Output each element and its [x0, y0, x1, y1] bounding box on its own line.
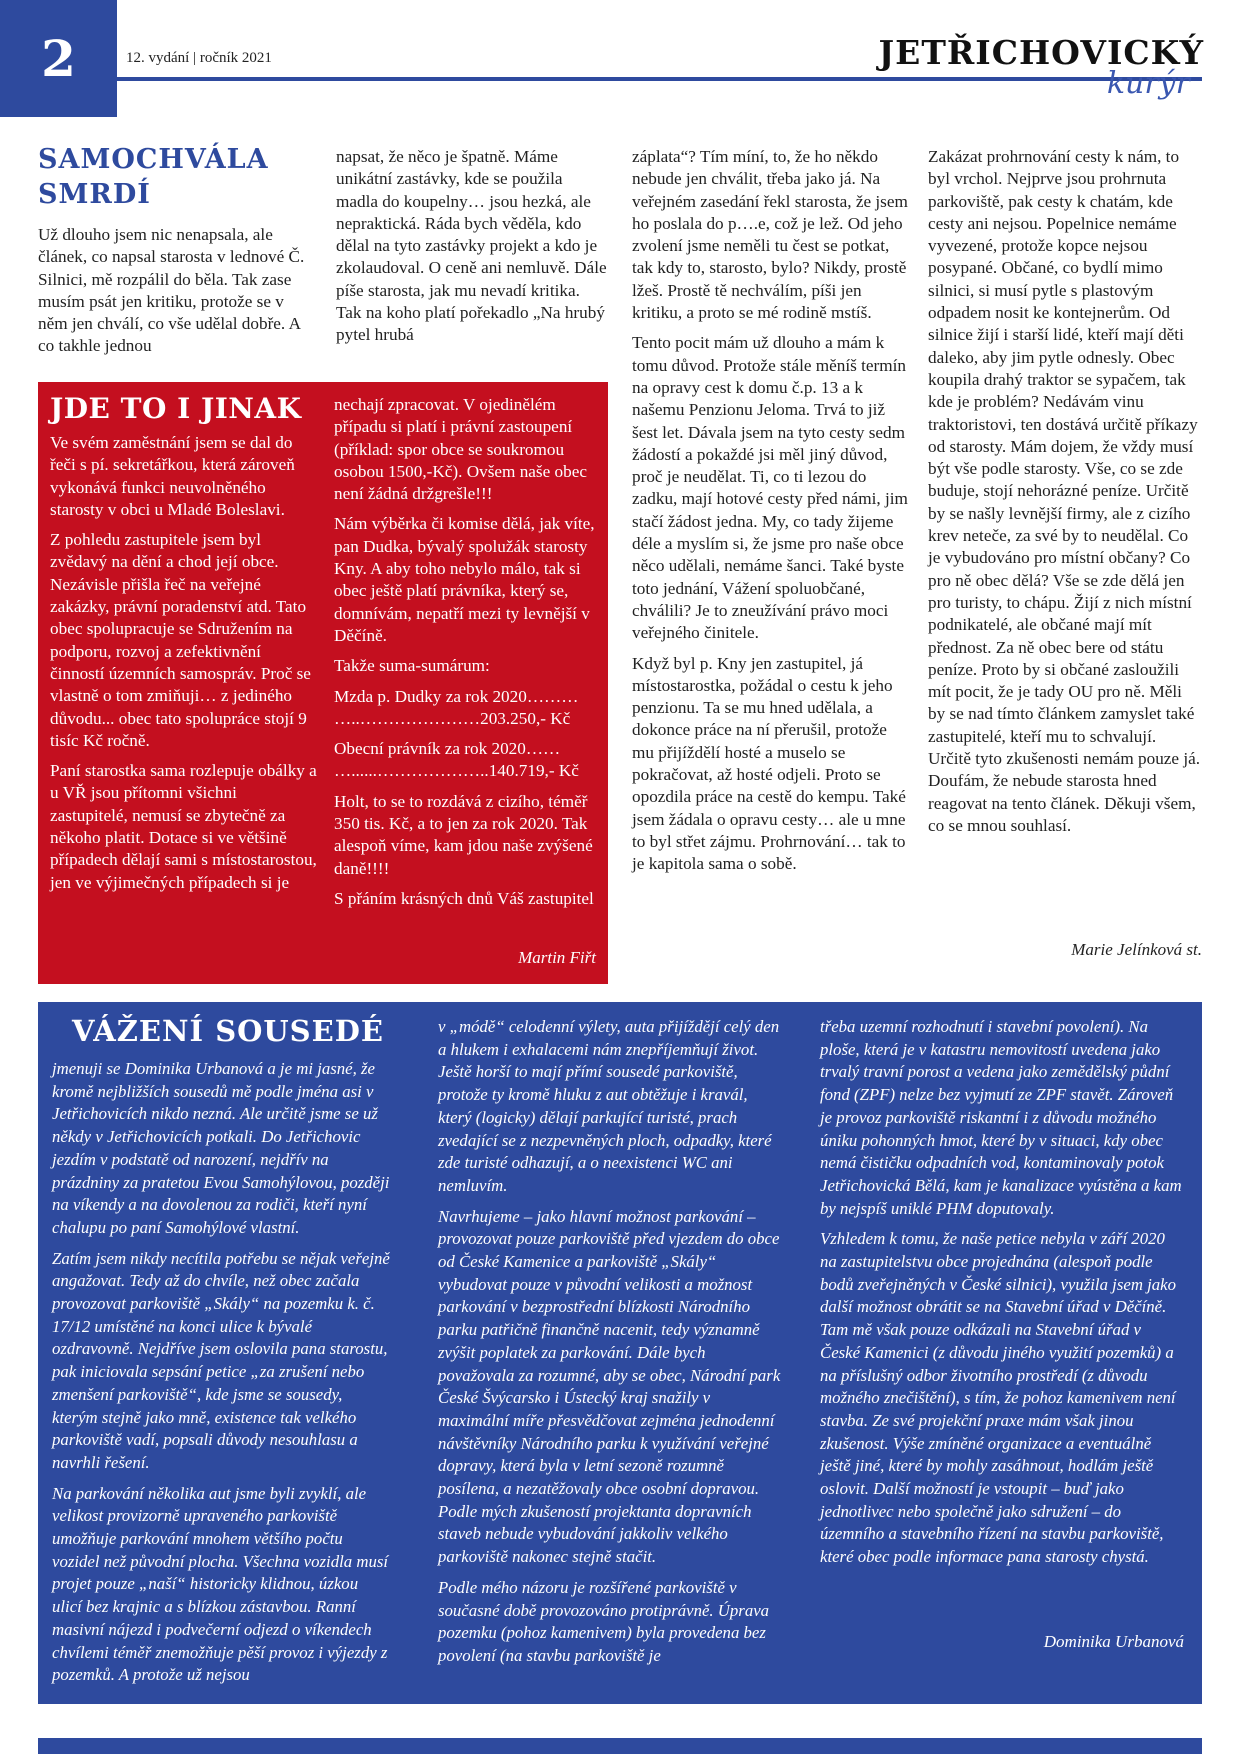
article-box-vazeni-sousede	[38, 1002, 1202, 1704]
article2-col2-p6: S přáním krásných dnů Váš zastupitel	[334, 888, 594, 908]
article1-col2	[336, 146, 608, 355]
article3-col1	[52, 1058, 392, 1695]
article2-col2-p1: Nám výběrka či komise dělá, jak víte, pan Dudka, bývalý spolužák starosty Kny. A aby toho nebylo málo, tak si obec ještě platí právníka, který se, domnívám, nepatří mezi ty levnější v Děčíně.	[334, 514, 595, 645]
article1-col4	[928, 146, 1202, 845]
article-title-samochvala: SAMOCHVÁLA SMRDÍ	[38, 144, 269, 210]
article1-col3-p1: Tento pocit mám už dlouho a mám k tomu důvod. Protože stále měníš termín na opravy cest k domu č.p. 13 a k našemu Penzionu Jeloma. Trvá to již šest let. Dávala jsem na tyto cesty sedm žádostí a pokaždé jsi měl jiný důvod, proč je neudělat. Ti, co ti lezou do zadku, mají hotové cesty před námi, jim stačí žádost jedna. My, co tady žijeme déle a myslím si, že jsme pro naše obce něco udělali, nemáme šanci. Také byste toto jednání, Vážení spoluobčané, chválili? Je to zneužívání právo moci veřejného činitele.	[632, 333, 908, 643]
article2-col1-p0: Ve svém zaměstnání jsem se dal do řeči s pí. sekretářkou, která zároveň vykonává funkci neuvolněného starosty v obci u Mladé Boleslavi.	[50, 433, 295, 519]
article2-col1-p1: Z pohledu zastupitele jsem byl zvědavý na dění a chod její obce. Nezávisle přišla řeč na veřejné zakázky, právní poradenství atd. Tato obec spolupracuje se Sdružením na podporu, rozvoj a zefektivnění činností územních samospráv. Proč se vlastně o tom zmiňuji… z jediného důvodu... obec tato spolupráce stojí 9 tisíc Kč ročně.	[50, 530, 311, 750]
article2-col2-p4: Obecní právník za rok 2020…… …......………………..140.719,- Kč	[334, 739, 579, 781]
article1-col3	[632, 146, 908, 884]
article2-col2-p2: Takže suma-sumárum:	[334, 656, 490, 676]
article2-col2-p3: Mzda p. Dudky za rok 2020……… …..…………………203.250,- Kč	[334, 686, 579, 728]
article2-col1-p2: Paní starostka sama rozlepuje obálky a u VŘ jsou přítomni všichni zastupitelé, nemusí se zbytečně za někoho platit. Dotace si ve většině případech dělají sami s místostarostou, jen ve výjimečných případech si je	[50, 761, 317, 892]
article3-col3-p1: Vzhledem k tomu, že naše petice nebyla v září 2020 na zastupitelstvu obce projednána (alespoň podle bodů zveřejněných v České silnici), využila jsem jako další možnost obrátit se na Stavební úřad v Děčíně. Tam mě však pouze odkázali na Stavební úřad v České Kamenici (z důvodu jiného využití pozemků) a na příslušný odbor životního prostředí (z důvodu možného znečištění), s tím, že pohoz kamenivem není stavba. Ze své projekční praxe mám však jinou zkušenost. Výše zmíněné organizace a eventuálně ještě jiné, které by mohly zasáhnout, hodlám ještě oslovit. Další možností je vstoupit – buď jako jednotlivec nebo společně jako sdružení – do územního a stavebního řízení na stavbu parkoviště, které obec podle informace pana starosty chystá.	[820, 1229, 1177, 1567]
article2-col2	[334, 394, 596, 918]
article3-col1-p2: Na parkování několika aut jsme byli zvyklí, ale velikost provizorně upraveného parkoviště umožňuje parkování mnohem většího počtu vozidel než původní plocha. Všechna vozidla musí projet pouze „naší“ historicky klidnou, úzkou ulicí bez krajnic a s blízkou zástavbou. Ranní masivní nájezd i podvečerní odjezd o víkendech chvílemi téměř znemožňuje pěší provoz i výjezdy z pozemků. A protože už nejsou	[52, 1483, 389, 1685]
article-title-jde-to-i-jinak: JDE TO I JINAK	[50, 392, 302, 425]
article3-col2-p0: v „módě“ celodenní výlety, auta přijíždějí celý den a hlukem i exhalacemi nám znepříjemňují život. Ještě horší to mají přímí sousedé parkoviště, protože ty kromě hluku z aut obtěžuje i kravál, který (logicky) dělají parkující turisté, prach zvedající se z nezpevněných ploch, odpadky, které zde turisté odhazují, a o neexistenci WC ani nemluvím.	[438, 1017, 780, 1195]
article3-col1-p1: Zatím jsem nikdy necítila potřebu se nějak veřejně angažovat. Tedy až do chvíle, než obec začala provozovat parkoviště „Skály“ na pozemku k. č. 17/12 umístěné na konci ulice k bývalé ozdravovně. Nejdříve jsem oslovila pana starostu, pak iniciovala sepsání petice „za zrušení nebo zmenšení parkoviště“, kde jsme se sousedy, kterým stejně jako mně, existence tak velkého parkoviště vadí, popsali důvody nesouhlasu a navrhli řešení.	[52, 1248, 390, 1472]
article1-col4-p0: Zakázat prohrnování cesty k nám, to byl vrchol. Nejprve jsou prohrnuta parkoviště, pak cesty k chatám, kde cesty ani nejsou. Popelnice nemáme vyvezené, protože kopce nejsou posypané. Občané, co bydlí mimo silnici, si musí pytle s plastovým odpadem nosit ke kontejnerům. Od silnice žijí i starší lidé, kteří mají děti daleko, aby jim pytle odnesly. Obec koupila drahý traktor se sypačem, tak kde je problém? Nedávám vinu traktoristovi, ten dostává určitě příkazy od starosty. Mám dojem, že vždy musí být vše podle starosty. Vše, co se zde buduje, stojí nehorázné peníze. Určitě by se našly levnější firmy, ale z cizího krev neteče, za své by to neudělal. Co je vybudováno pro místní občany? Co pro ně obec dělá? Vše se zde dělá jen pro turisty, to chápu. Žijí z nich místní podnikatelé, ale občané mají mít přednost. Za ně obec bere od státu peníze. Proto by si občané zasloužili mít pocit, že je tady OU pro ně. Měli by se nad tímto článkem zamyslet také zastupitelé, kteří mu to schvalují. Určitě tyto zkušenosti nemám pouze já. Doufám, že nebude starosta hned reagovat na tento článek. Děkuji všem, co se mnou souhlasí.	[928, 147, 1201, 835]
masthead-title: JETŘICHOVICKÝ	[878, 33, 1204, 72]
page-number: 2	[0, 0, 117, 117]
article-box-jde-to-i-jinak	[38, 382, 608, 984]
article1-signature: Marie Jelínková st.	[1071, 940, 1202, 959]
article1-col3-p0: záplata“? Tím míní, to, že ho někdo nebude jen chválit, třeba jako já. Na veřejném zasedání řekl starosta, že jsem ho poslala do p….e, což je lež. Od jeho zvolení jsme neměli tu čest se potkat, tak kdy to, starosto, bylo? Nikdy, prostě lžeš. Prostě tě nechválím, píši jen kritiku, a proto se mé rodině mstíš.	[632, 147, 908, 323]
article3-col2-p1: Navrhujeme – jako hlavní možnost parkování – provozovat pouze parkoviště před vjezdem do obce od České Kamenice a parkoviště „Skály“ vybudovat pouze v původní velikosti a možnost parkování v bezprostřední blízkosti Národního parku patřičně finančně nacenit, tedy významně zvýšit poplatek za parkování. Dále bych považovala za rozumné, aby se obec, Národní park České Švýcarsko i Ústecký kraj snažily v maximální míře přesvědčovat zejména jednodenní návštěvníky Národního parku k využívání veřejné dopravy, která byla v letní sezoně rozumně posílena, a nezatěžovaly obce osobní dopravou. Podle mých zkušeností projektanta dopravních staveb nebude vybudování jakkoliv velkého parkoviště nakonec stejně stačit.	[438, 1206, 781, 1567]
article1-col1-p0: Už dlouho jsem nic nenapsala, ale článek, co napsal starosta v lednové Č. Silnici, mě rozpálil do běla. Tak zase musím psát jen kritiku, protože se v něm jen chválí, co vše udělal dobře. A co takhle jednou	[38, 225, 305, 356]
article3-col3	[820, 1016, 1184, 1577]
article2-col2-p0: nechají zpracovat. V ojedinělém případu si platí i právní zastoupení (příklad: spor obce se soukromou osobou 1500,-Kč). Ovšem naše obec není žádná držgrešle!!!	[334, 395, 587, 504]
article1-col2-p0: napsat, že něco je špatně. Máme unikátní zastávky, kde se použila madla do koupelny… jsou hezká, ale nepraktická. Ráda bych věděla, kdo dělal na tyto zastávky projekt a kdo je zkolaudoval. O ceně ani nemluvě. Dále píše starosta, jak mu nevadí kritika. Tak na koho platí pořekadlo „Na hrubý pytel hrubá	[336, 147, 607, 345]
edition-info: 12. vydání | ročník 2021	[126, 50, 272, 66]
article2-signature: Martin Fiřt	[518, 948, 596, 967]
article3-signature: Dominika Urbanová	[1043, 1632, 1184, 1651]
article3-col2	[438, 1016, 782, 1676]
article1-col1	[38, 224, 310, 366]
article1-col3-p2: Když byl p. Kny jen zastupitel, já místostarostka, požádal o cestu k jeho penzionu. Ta se mu hned udělala, a dokonce práce na ní přerušil, protože mu přijíždělí hosté a muselo se pokračovat, až hosté odjeli. Proto se opozdila práce na cestě do kempu. Také jsem žádala o opravu cesty… ale u mne to byl střet zájmu. Prohrnování… tak to je kapitola sama o sobě.	[632, 653, 906, 874]
header-rule	[117, 77, 1202, 81]
article3-col2-p2: Podle mého názoru je rozšířené parkoviště v současné době provozováno protiprávně. Úprava pozemku (pohoz kamenivem) byla provedena bez povolení (na stavbu parkoviště je	[438, 1577, 770, 1665]
article-title-vazeni-sousede: VÁŽENÍ SOUSEDÉ	[72, 1014, 384, 1048]
footer-bar	[38, 1738, 1202, 1754]
article3-col3-p0: třeba uzemní rozhodnutí i stavební povolení). Na ploše, která je v katastru nemovitostí uvedena jako trvalý travní porost a vedena jako zemědělský půdní fond (ZPF) nelze bez vyjmutí ze ZPF stavět. Zároveň je provoz parkoviště riskantní i z důvodu možného úniku pohonných hmot, které by v situaci, kdy obec nemá čističku odpadních vod, kontaminovaly potok Jetřichovická Bělá, kam je kanalizace vyústěna a kam by nejspíš uniklé PHM doputovaly.	[820, 1017, 1182, 1218]
article3-col1-p0: jmenuji se Dominika Urbanová a je mi jasné, že kromě nejbližších sousedů mě podle jména asi v Jetřichovicích nikdo nezná. Ale určitě jsme se už někdy v Jetřichovicích potkali. Do Jetřichovic jezdím v podstatě od narození, nejdřív na prázdniny za pratetou Evou Samohýlovou, později na víkendy a na dovolenou za rodiči, kteří nyní chalupu po paní Samohýlové vlastní.	[52, 1059, 390, 1237]
masthead-subtitle: kurýr	[1106, 66, 1190, 101]
article2-col1	[50, 432, 318, 902]
article2-col2-p5: Holt, to se to rozdává z cizího, téměř 350 tis. Kč, a to jen za rok 2020. Tak alespoň víme, kam jdou naše zvýšené daně!!!!	[334, 791, 593, 878]
